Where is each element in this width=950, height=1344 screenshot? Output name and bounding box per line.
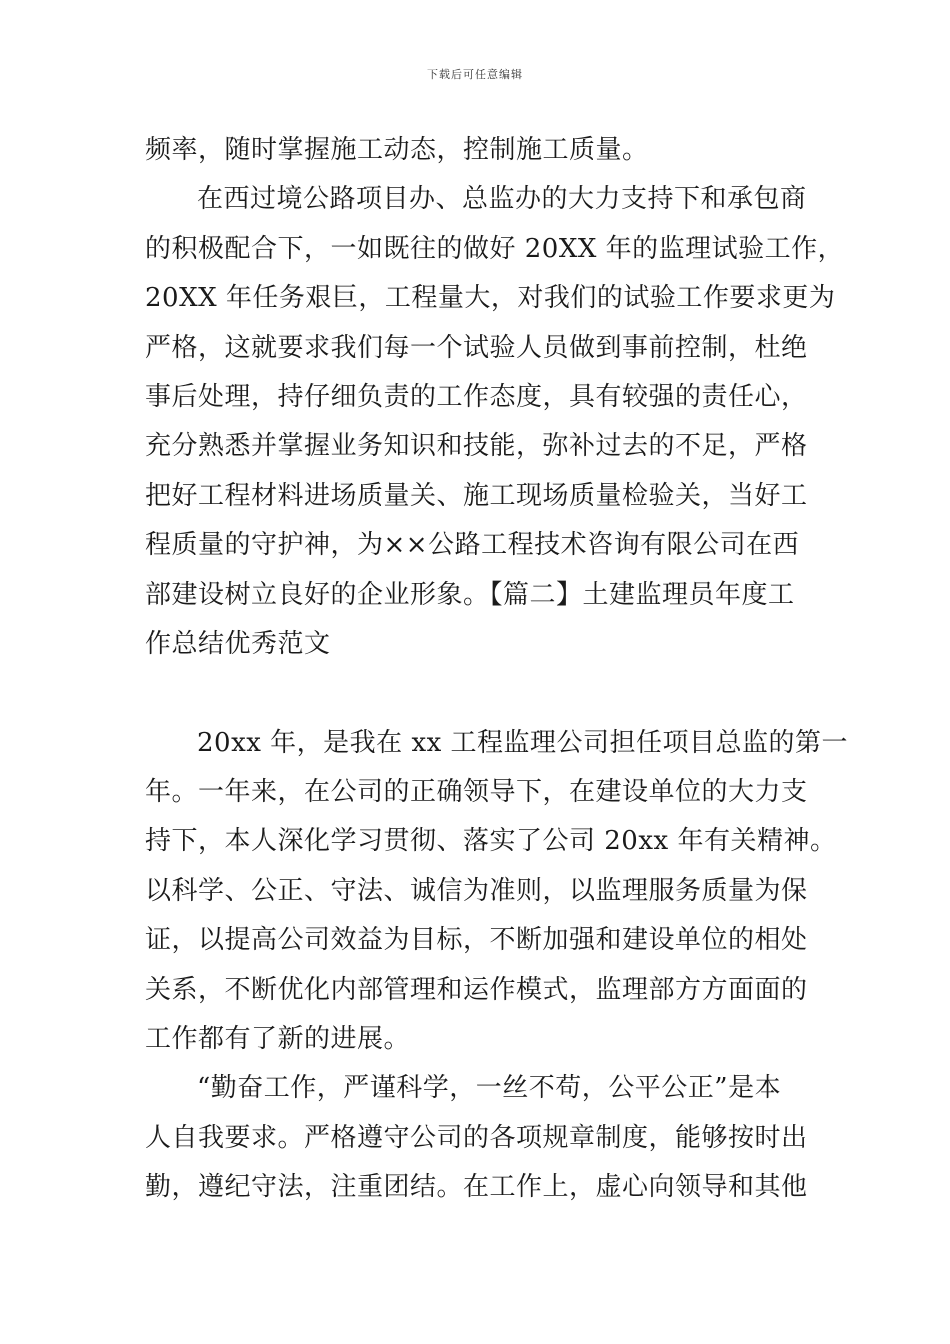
- paragraph-spacer: [145, 669, 825, 718]
- text-line: 程质量的守护神，为××公路工程技术咨询有限公司在西: [145, 530, 800, 561]
- text-line: 频率，随时掌握施工动态，控制施工质量。: [145, 135, 649, 165]
- page-header-note: 下载后可任意编辑: [427, 68, 523, 81]
- text-line: 持下，本人深化学习贯彻、落实了公司 20xx 年有关精神。: [145, 826, 837, 857]
- text-line: 在西过境公路项目办、总监办的大力支持下和承包商: [197, 184, 807, 215]
- text-line: “勤奋工作，严谨科学，一丝不苟，公平公正”是本: [197, 1073, 782, 1104]
- text-line: 工作都有了新的进展。: [145, 1024, 411, 1055]
- document-body: [145, 126, 849, 1213]
- text-line: 把好工程材料进场质量关、施工现场质量检验关，当好工: [145, 480, 808, 511]
- text-line: 20XX 年任务艰巨，工程量大，对我们的试验工作要求更为: [145, 283, 836, 314]
- text-line: 证，以提高公司效益为目标，不断加强和建设单位的相处: [145, 925, 808, 956]
- text-line: 年。一年来，在公司的正确领导下，在建设单位的大力支: [145, 777, 808, 808]
- text-line: 部建设树立良好的企业形象。【篇二】土建监理员年度工: [145, 579, 795, 610]
- text-line: 以科学、公正、守法、诚信为准则，以监理服务质量为保: [145, 875, 808, 906]
- text-line: 关系，不断优化内部管理和运作模式，监理部方方面面的: [145, 974, 808, 1005]
- text-line: 的积极配合下，一如既往的做好 20XX 年的监理试验工作，: [145, 233, 845, 264]
- text-line: 20xx 年，是我在 xx 工程监理公司担任项目总监的第一: [197, 727, 849, 758]
- text-line: 事后处理，持仔细负责的工作态度，具有较强的责任心，: [145, 381, 808, 412]
- text-line: 严格，这就要求我们每一个试验人员做到事前控制，杜绝: [145, 332, 808, 363]
- text-line: 作总结优秀范文: [145, 628, 331, 659]
- text-line: 充分熟悉并掌握业务知识和技能，弥补过去的不足，严格: [145, 431, 808, 462]
- text-line: 人自我要求。严格遵守公司的各项规章制度，能够按时出: [145, 1122, 808, 1153]
- text-line: 勤，遵纪守法，注重团结。在工作上，虚心向领导和其他: [145, 1172, 808, 1203]
